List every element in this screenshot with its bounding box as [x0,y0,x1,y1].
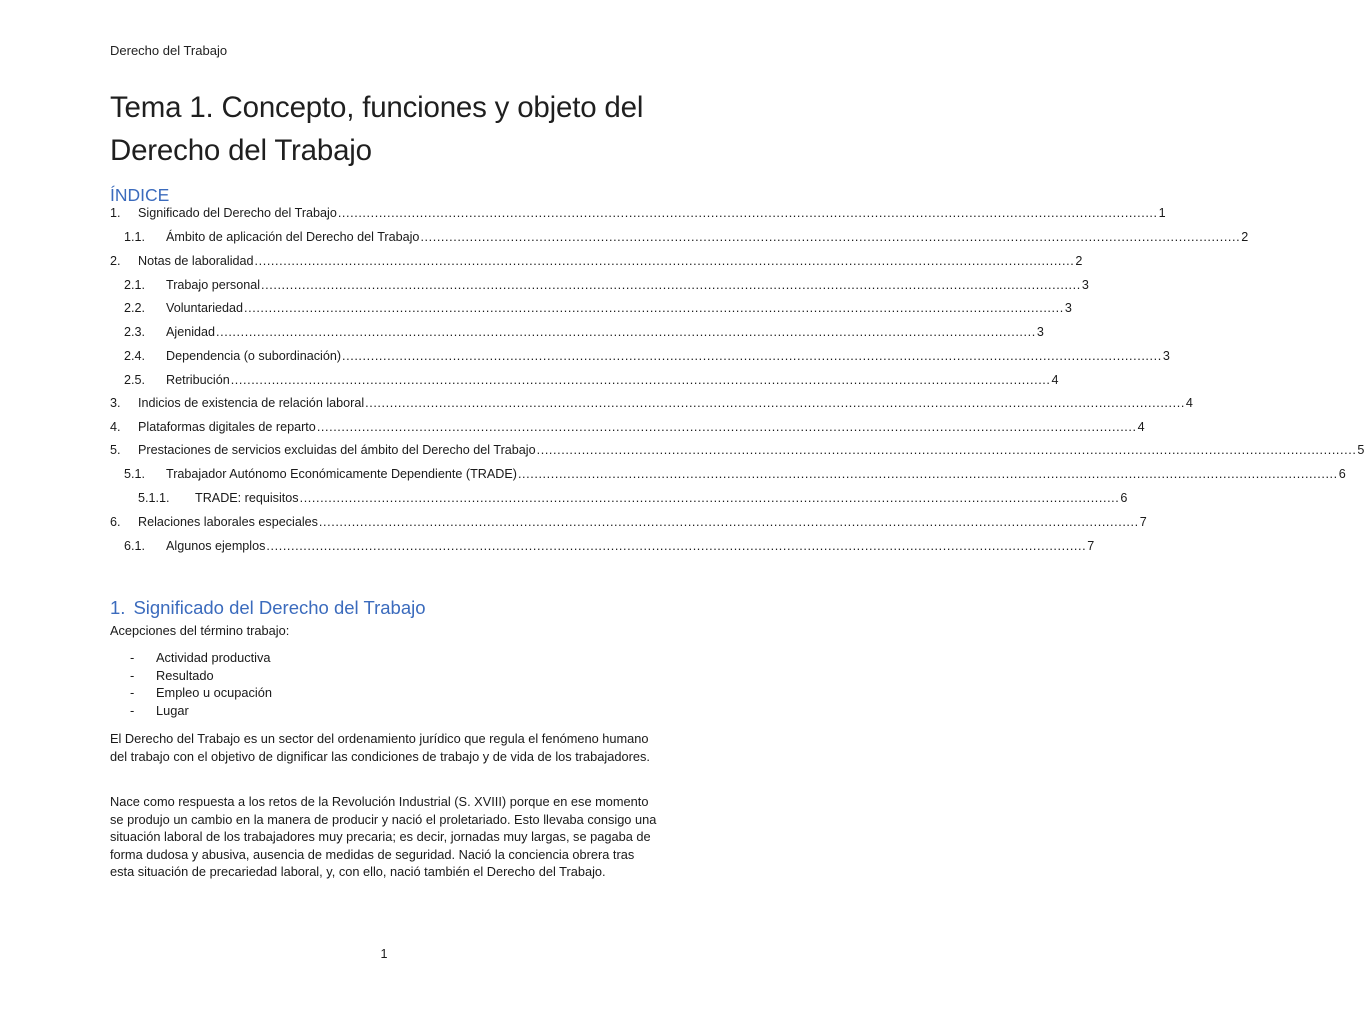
toc-entry-number: 2.2. [124,301,146,315]
list-item [130,667,272,685]
list-item-text: Empleo u ocupación [156,685,272,701]
toc-entry-number: 6.1. [124,539,146,553]
toc-entry-page: 6 [1120,491,1128,505]
toc-dot-leader: ........................................................................................................................................................................................................ [365,396,1185,410]
toc-entry-title: Indicios de existencia de relación laboral [138,396,365,410]
toc-entry-page: 4 [1137,420,1145,434]
toc-entry-title: Relaciones laborales especiales [138,515,318,529]
toc-entry[interactable] [124,301,1072,321]
toc-entry-number: 3. [110,396,121,410]
page-number: 1 [380,947,388,961]
toc-entry-page: 1 [1158,206,1166,220]
toc-dot-leader: ........................................................................................................................................................................................................ [230,373,1051,387]
list-item [130,684,272,702]
bullet-marker: - [130,702,135,718]
toc-dot-leader: ........................................................................................................................................................................................................ [536,443,1357,457]
toc-entry-title: Notas de laboralidad [138,254,254,268]
paragraph-origin: Nace como respuesta a los retos de la Revolución Industrial (S. XVIII) porque en ese momento se produjo un cambio en la manera de producir y nació el proletariado. Esto llevaba consigo una situación laboral de los trabajadores muy precaria; es decir, jornadas muy largas, se pagaba de forma dudosa y abusiva, ausencia de medidas de seguridad. Nació la conciencia obrera tras esta situación de precariedad laboral, y, con ello, nació también el Derecho del Trabajo. [110,794,657,880]
toc-entry-page: 3 [1162,349,1170,363]
toc-entry-title: Trabajador Autónomo Económicamente Dependiente (TRADE) [166,467,517,481]
toc-entry-page: 3 [1064,301,1072,315]
toc-entry-page: 7 [1087,539,1095,553]
toc-dot-leader: ........................................................................................................................................................................................................ [261,278,1081,292]
section-number: 1. [110,597,126,618]
toc-entry-number: 2.4. [124,349,146,363]
toc-entry-page: 6 [1338,467,1346,481]
toc-entry-number: 5.1.1. [138,491,170,505]
section-intro: Acepciones del término trabajo: [110,623,290,638]
toc-entry-title: Algunos ejemplos [166,539,266,553]
toc-entry-number: 2. [110,254,121,268]
toc-entry[interactable] [110,443,1364,463]
toc-entry[interactable] [110,420,1145,440]
section-heading [110,597,426,619]
paragraph-definition: El Derecho del Trabajo es un sector del ordenamiento jurídico que regula el fenómeno humano del trabajo con el objetivo de dignificar las condiciones de trabajo y de vida de los trabajadores. [110,731,650,764]
toc-entry-number: 2.3. [124,325,146,339]
toc-entry-title: Prestaciones de servicios excluidas del ámbito del Derecho del Trabajo [138,443,536,457]
list-item-text: Lugar [156,702,189,718]
toc-entry[interactable] [124,373,1059,393]
toc-entry-page: 7 [1139,515,1147,529]
toc-entry[interactable] [124,230,1249,250]
toc-entry[interactable] [110,254,1083,274]
bullet-marker: - [130,650,135,665]
bullet-marker: - [130,667,135,683]
bullet-marker: - [130,685,135,701]
toc-dot-leader: ........................................................................................................................................................................................................ [299,491,1120,505]
toc-dot-leader: ........................................................................................................................................................................................................ [216,325,1036,339]
running-header: Derecho del Trabajo [110,43,228,58]
toc-entry[interactable] [124,467,1346,487]
toc-entry[interactable] [138,491,1128,511]
toc-dot-leader: ........................................................................................................................................................................................................ [254,254,1075,268]
toc-entry[interactable] [110,396,1193,416]
toc-entry-title: Dependencia (o subordinación) [166,349,342,363]
toc-entry[interactable] [110,206,1166,226]
toc-entry[interactable] [124,278,1089,298]
toc-entry-title: Trabajo personal [166,278,261,292]
toc-heading: ÍNDICE [110,185,170,205]
toc-entry-title: Retribución [166,373,230,387]
toc-dot-leader: ........................................................................................................................................................................................................ [266,539,1087,553]
list-item-text: Resultado [156,667,214,683]
toc-dot-leader: ........................................................................................................................................................................................................ [337,206,1158,220]
toc-entry-page: 2 [1075,254,1083,268]
toc-entry-page: 5 [1357,443,1364,457]
bullet-list [130,649,272,719]
toc-entry[interactable] [124,539,1095,559]
toc-entry-number: 2.1. [124,278,146,292]
toc-entry-title: Ajenidad [166,325,216,339]
toc-entry-title: Voluntariedad [166,301,244,315]
toc-dot-leader: ........................................................................................................................................................................................................ [316,420,1137,434]
toc-dot-leader: ........................................................................................................................................................................................................ [244,301,1064,315]
toc-entry-number: 5. [110,443,121,457]
toc-entry-page: 3 [1081,278,1089,292]
toc-entry[interactable] [110,515,1147,535]
toc-entry-number: 6. [110,515,121,529]
toc-entry[interactable] [124,325,1044,345]
document-title: Tema 1. Concepto, funciones y objeto del Derecho del Trabajo [110,91,644,167]
list-item [130,649,272,667]
toc-dot-leader: ........................................................................................................................................................................................................ [342,349,1162,363]
toc-dot-leader: ........................................................................................................................................................................................................ [420,230,1241,244]
list-item [130,702,272,720]
toc-entry-number: 4. [110,420,121,434]
list-item-text: Actividad productiva [156,650,271,665]
toc-entry-number: 1. [110,206,121,220]
toc-entry-page: 2 [1241,230,1249,244]
toc-entry-page: 3 [1036,325,1044,339]
toc-entry-title: Significado del Derecho del Trabajo [138,206,337,220]
toc-entry-title: Plataformas digitales de reparto [138,420,316,434]
toc-entry-number: 5.1. [124,467,146,481]
toc-entry-title: Ámbito de aplicación del Derecho del Trabajo [166,230,420,244]
toc-entry-page: 4 [1185,396,1193,410]
toc-dot-leader: ........................................................................................................................................................................................................ [318,515,1139,529]
toc-dot-leader: ........................................................................................................................................................................................................ [517,467,1338,481]
toc-entry-title: TRADE: requisitos [195,491,299,505]
toc-entry-number: 2.5. [124,373,146,387]
toc-entry[interactable] [124,349,1170,369]
toc-entry-page: 4 [1051,373,1059,387]
section-title: Significado del Derecho del Trabajo [133,597,426,618]
toc-entry-number: 1.1. [124,230,146,244]
